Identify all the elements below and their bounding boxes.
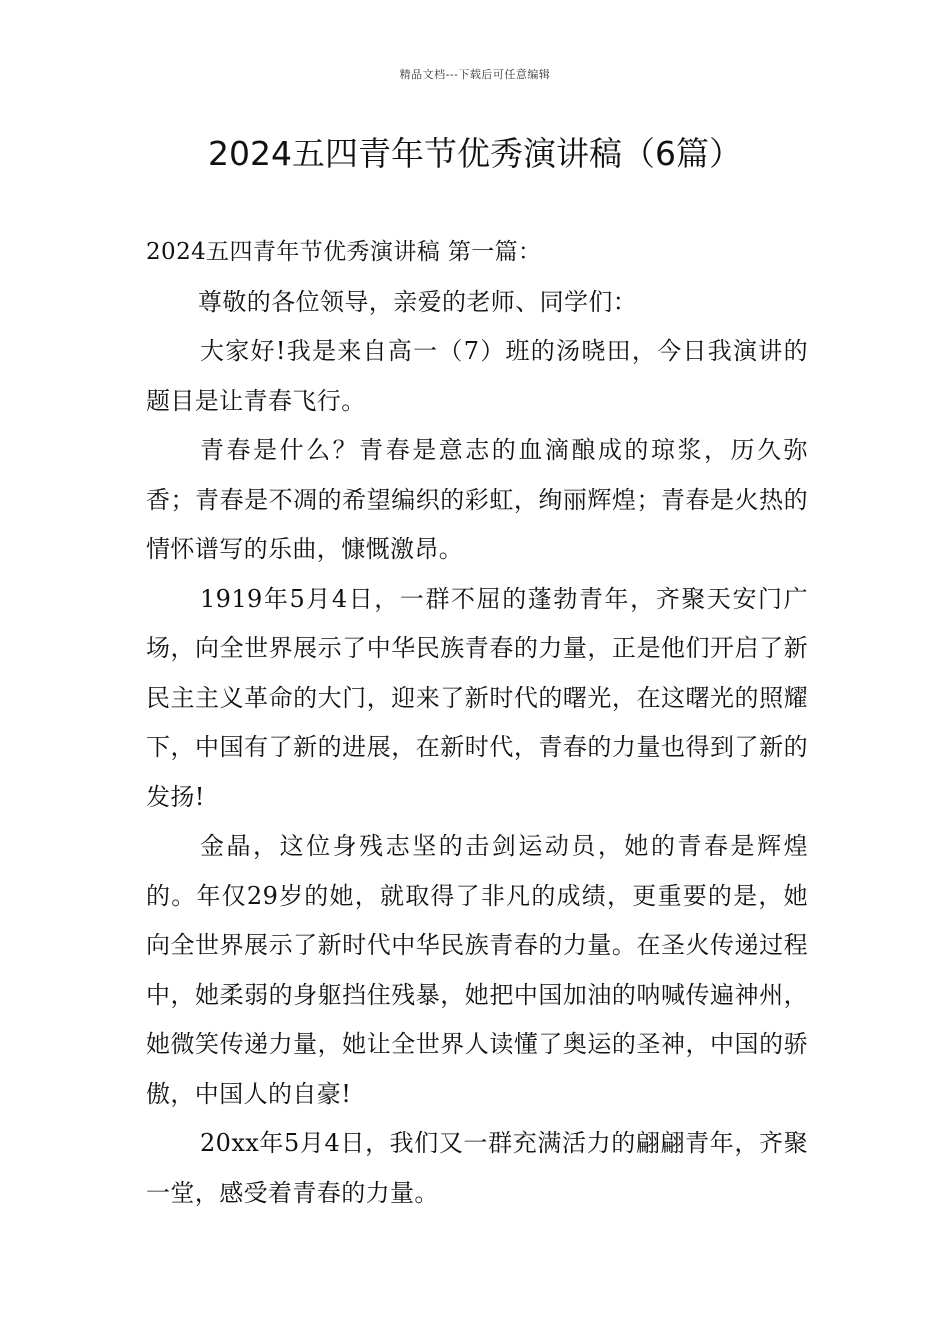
document-body (146, 228, 808, 1218)
paragraph-5: 20xx年5月4日，我们又一群充满活力的翩翩青年，齐聚一堂，感受着青春的力量。 (146, 1129, 808, 1207)
greeting-line: 尊敬的各位领导，亲爱的老师、同学们： (198, 287, 638, 316)
document-title: 2024五四青年节优秀演讲稿（6篇） (208, 134, 742, 173)
paragraph-2: 青春是什么？青春是意志的血滴酿成的琼浆，历久弥香；青春是不凋的希望编织的彩虹，绚丽辉煌；青春是火热的情怀谱写的乐曲，慷慨激昂。 (146, 436, 808, 563)
paragraph-4: 金晶，这位身残志坚的击剑运动员，她的青春是辉煌的。年仅29岁的她，就取得了非凡的成绩，更重要的是，她向全世界展示了新时代中华民族青春的力量。在圣火传递过程中，她柔弱的身躯挡住残暴，她把中国加油的呐喊传遍神州，她微笑传递力量，她让全世界人读懂了奥运的圣神，中国的骄傲，中国人的自豪! (146, 832, 808, 1108)
header-note: 精品文档---下载后可任意编辑 (399, 68, 551, 81)
paragraph-1: 大家好!我是来自高一（7）班的汤晓田，今日我演讲的题目是让青春飞行。 (146, 337, 808, 415)
paragraph-3: 1919年5月4日，一群不屈的蓬勃青年，齐聚天安门广场，向全世界展示了中华民族青春的力量，正是他们开启了新民主主义革命的大门，迎来了新时代的曙光，在这曙光的照耀下，中国有了新的进展，在新时代，青春的力量也得到了新的发扬! (146, 584, 808, 811)
section-heading: 2024五四青年节优秀演讲稿 第一篇： (146, 239, 542, 265)
